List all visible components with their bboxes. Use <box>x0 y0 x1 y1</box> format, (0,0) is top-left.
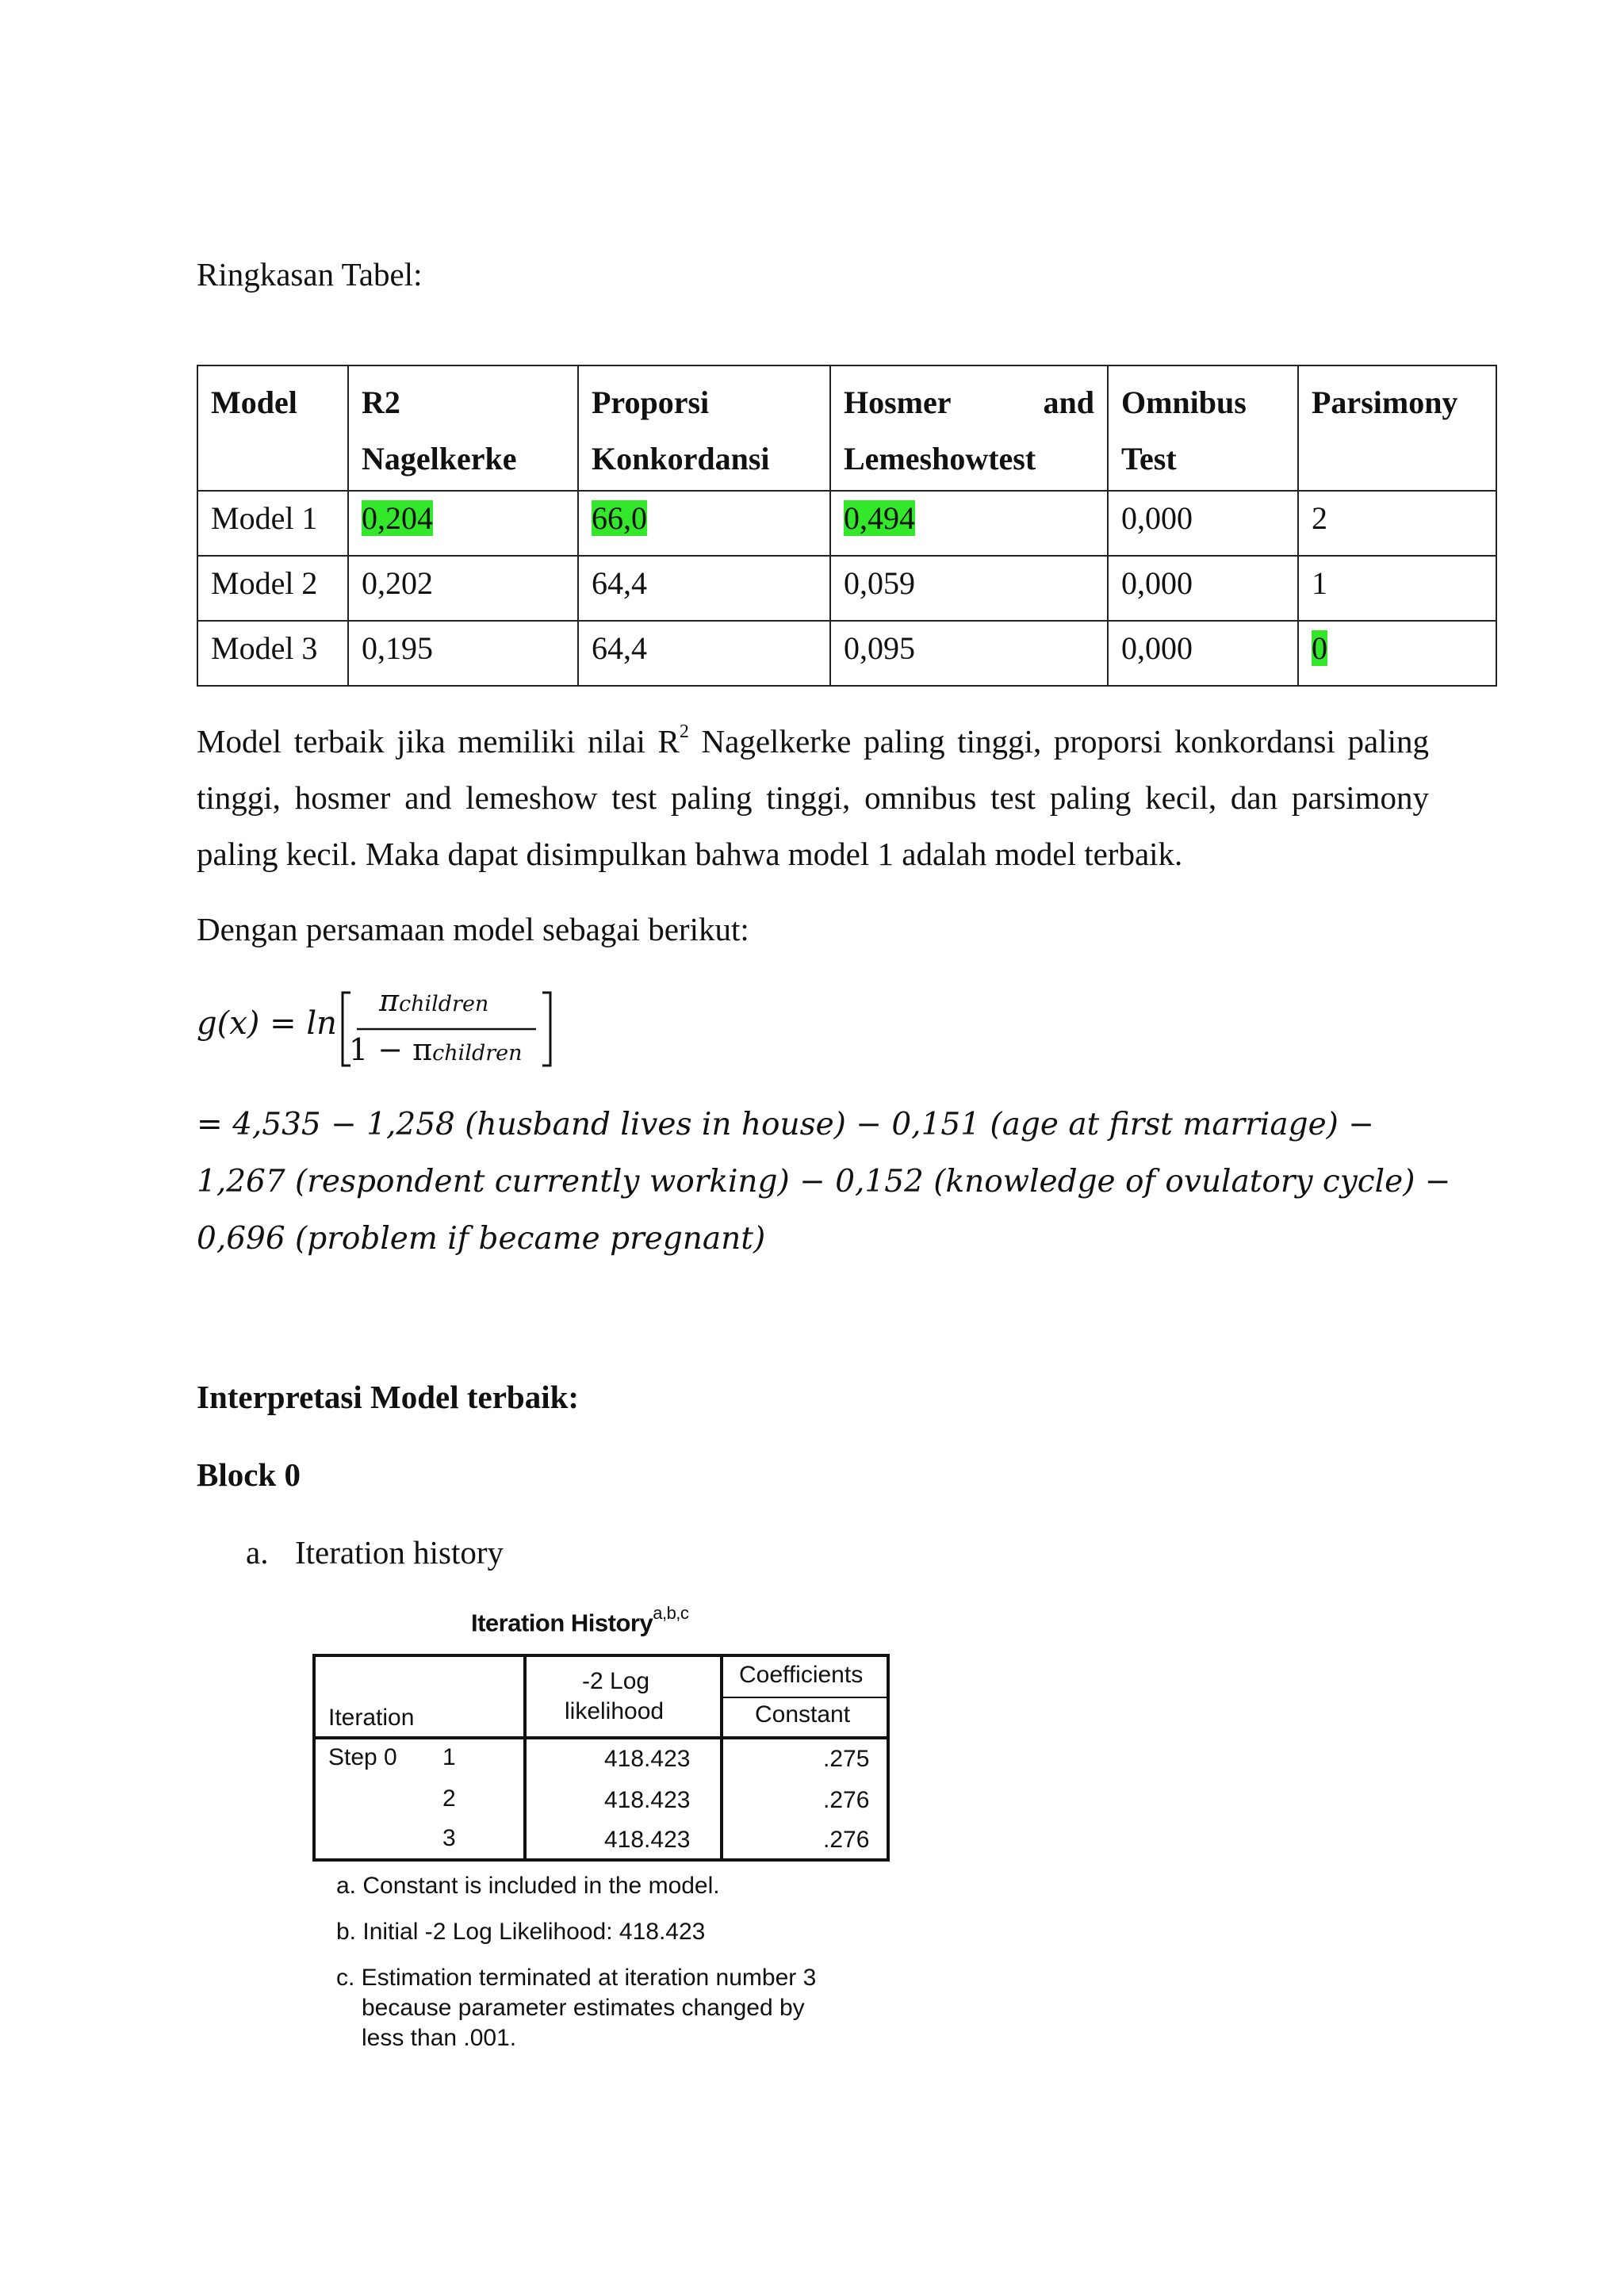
constant-value: .276 <box>823 1787 870 1813</box>
table-cell: 0,204 <box>348 491 578 556</box>
fraction-denominator: 1 − πchildren <box>349 1032 523 1067</box>
table-cell: Model 3 <box>197 621 348 686</box>
table-cell: 0,000 <box>1108 621 1298 686</box>
equation-line-2: 1,267 (respondent currently working) − 0,152 (knowledge of ovulatory cycle) − <box>197 1164 1451 1200</box>
equation-line-3: 0,696 (problem if became pregnant) <box>197 1221 766 1257</box>
table-cell: 0,000 <box>1108 556 1298 621</box>
block-heading: Block 0 <box>197 1456 301 1493</box>
divider <box>316 1736 887 1739</box>
equation-intro: Dengan persamaan model sebagai berikut: <box>197 911 749 947</box>
table-cell: 0,000 <box>1108 491 1298 556</box>
constant-value: .276 <box>823 1827 870 1853</box>
header-parsimony: Parsimony <box>1298 365 1496 491</box>
divider <box>523 1657 527 1858</box>
divider <box>723 1697 887 1698</box>
iteration-table-title: Iteration History$^{a,b,c}$ <box>471 1603 689 1637</box>
list-item-marker: a. <box>246 1534 269 1571</box>
col-loglik-1: -2 Log <box>582 1668 650 1694</box>
table-row <box>197 621 1496 686</box>
table-cell: 0,494 <box>830 491 1108 556</box>
col-loglik-2: likelihood <box>565 1698 665 1724</box>
table-cell: 64,4 <box>578 556 830 621</box>
table-cell: 64,4 <box>578 621 830 686</box>
table-cell: 1 <box>1298 556 1496 621</box>
table-cell: 66,0 <box>578 491 830 556</box>
table-cell: 0 <box>1298 621 1496 686</box>
divider <box>720 1657 723 1858</box>
header-r2: R2 Nagelkerke <box>348 365 578 491</box>
summary-heading: Ringkasan Tabel: <box>197 256 423 293</box>
step-label: Step 0 <box>328 1744 397 1770</box>
footnote-c-cont: less than .001. <box>362 2025 517 2051</box>
footnote-a: a. Constant is included in the model. <box>336 1873 720 1899</box>
table-cell: 0,059 <box>830 556 1108 621</box>
constant-value: .275 <box>823 1746 870 1772</box>
header-hosmer: Hosmer and Lemeshowtest <box>830 365 1108 491</box>
summary-table <box>197 365 1497 687</box>
iteration-number: 1 <box>442 1744 456 1770</box>
equation-line-1: = 4,535 − 1,258 (husband lives in house) − 0,151 (age at first marriage) − <box>197 1107 1374 1142</box>
equation-lhs: g(x) = ln <box>197 1005 337 1042</box>
header-proporsi: Proporsi Konkordansi <box>578 365 830 491</box>
footnote-c-cont: because parameter estimates changed by <box>362 1995 805 2021</box>
loglik-value: 418.423 <box>604 1787 691 1813</box>
header-omnibus: Omnibus Test <box>1108 365 1298 491</box>
loglik-value: 418.423 <box>604 1746 691 1772</box>
iteration-number: 2 <box>442 1785 456 1812</box>
col-constant: Constant <box>755 1701 851 1728</box>
list-item-text: Iteration history <box>295 1534 504 1571</box>
iteration-table-border <box>312 1654 890 1862</box>
conclusion-paragraph: Model terbaik jika memiliki nilai $R^2$ Nagelkerke paling tinggi, proporsi konkordansi paling tinggi, hosmer and lemeshow test paling tinggi, omnibus test paling kecil, dan parsimony paling kecil. Maka dapat disimpulkan bahwa model 1 adalah model terbaik. <box>197 721 1429 872</box>
table-cell: Model 1 <box>197 491 348 556</box>
table-cell: 0,095 <box>830 621 1108 686</box>
col-coefficients: Coefficients <box>739 1662 864 1688</box>
table-row <box>197 491 1496 556</box>
table-header-row <box>197 365 1496 491</box>
iteration-number: 3 <box>442 1825 456 1851</box>
loglik-value: 418.423 <box>604 1827 691 1853</box>
table-row <box>197 556 1496 621</box>
table-cell: 2 <box>1298 491 1496 556</box>
interpretation-heading: Interpretasi Model terbaik: <box>197 1379 580 1415</box>
header-model: Model <box>197 365 348 491</box>
table-cell: 0,202 <box>348 556 578 621</box>
col-iteration: Iteration <box>328 1705 415 1731</box>
footnote-b: b. Initial -2 Log Likelihood: 418.423 <box>336 1919 706 1945</box>
fraction-numerator: πchildren <box>379 983 489 1018</box>
table-cell: 0,195 <box>348 621 578 686</box>
footnote-c: c. Estimation terminated at iteration number 3 <box>336 1965 817 1991</box>
table-cell: Model 2 <box>197 556 348 621</box>
